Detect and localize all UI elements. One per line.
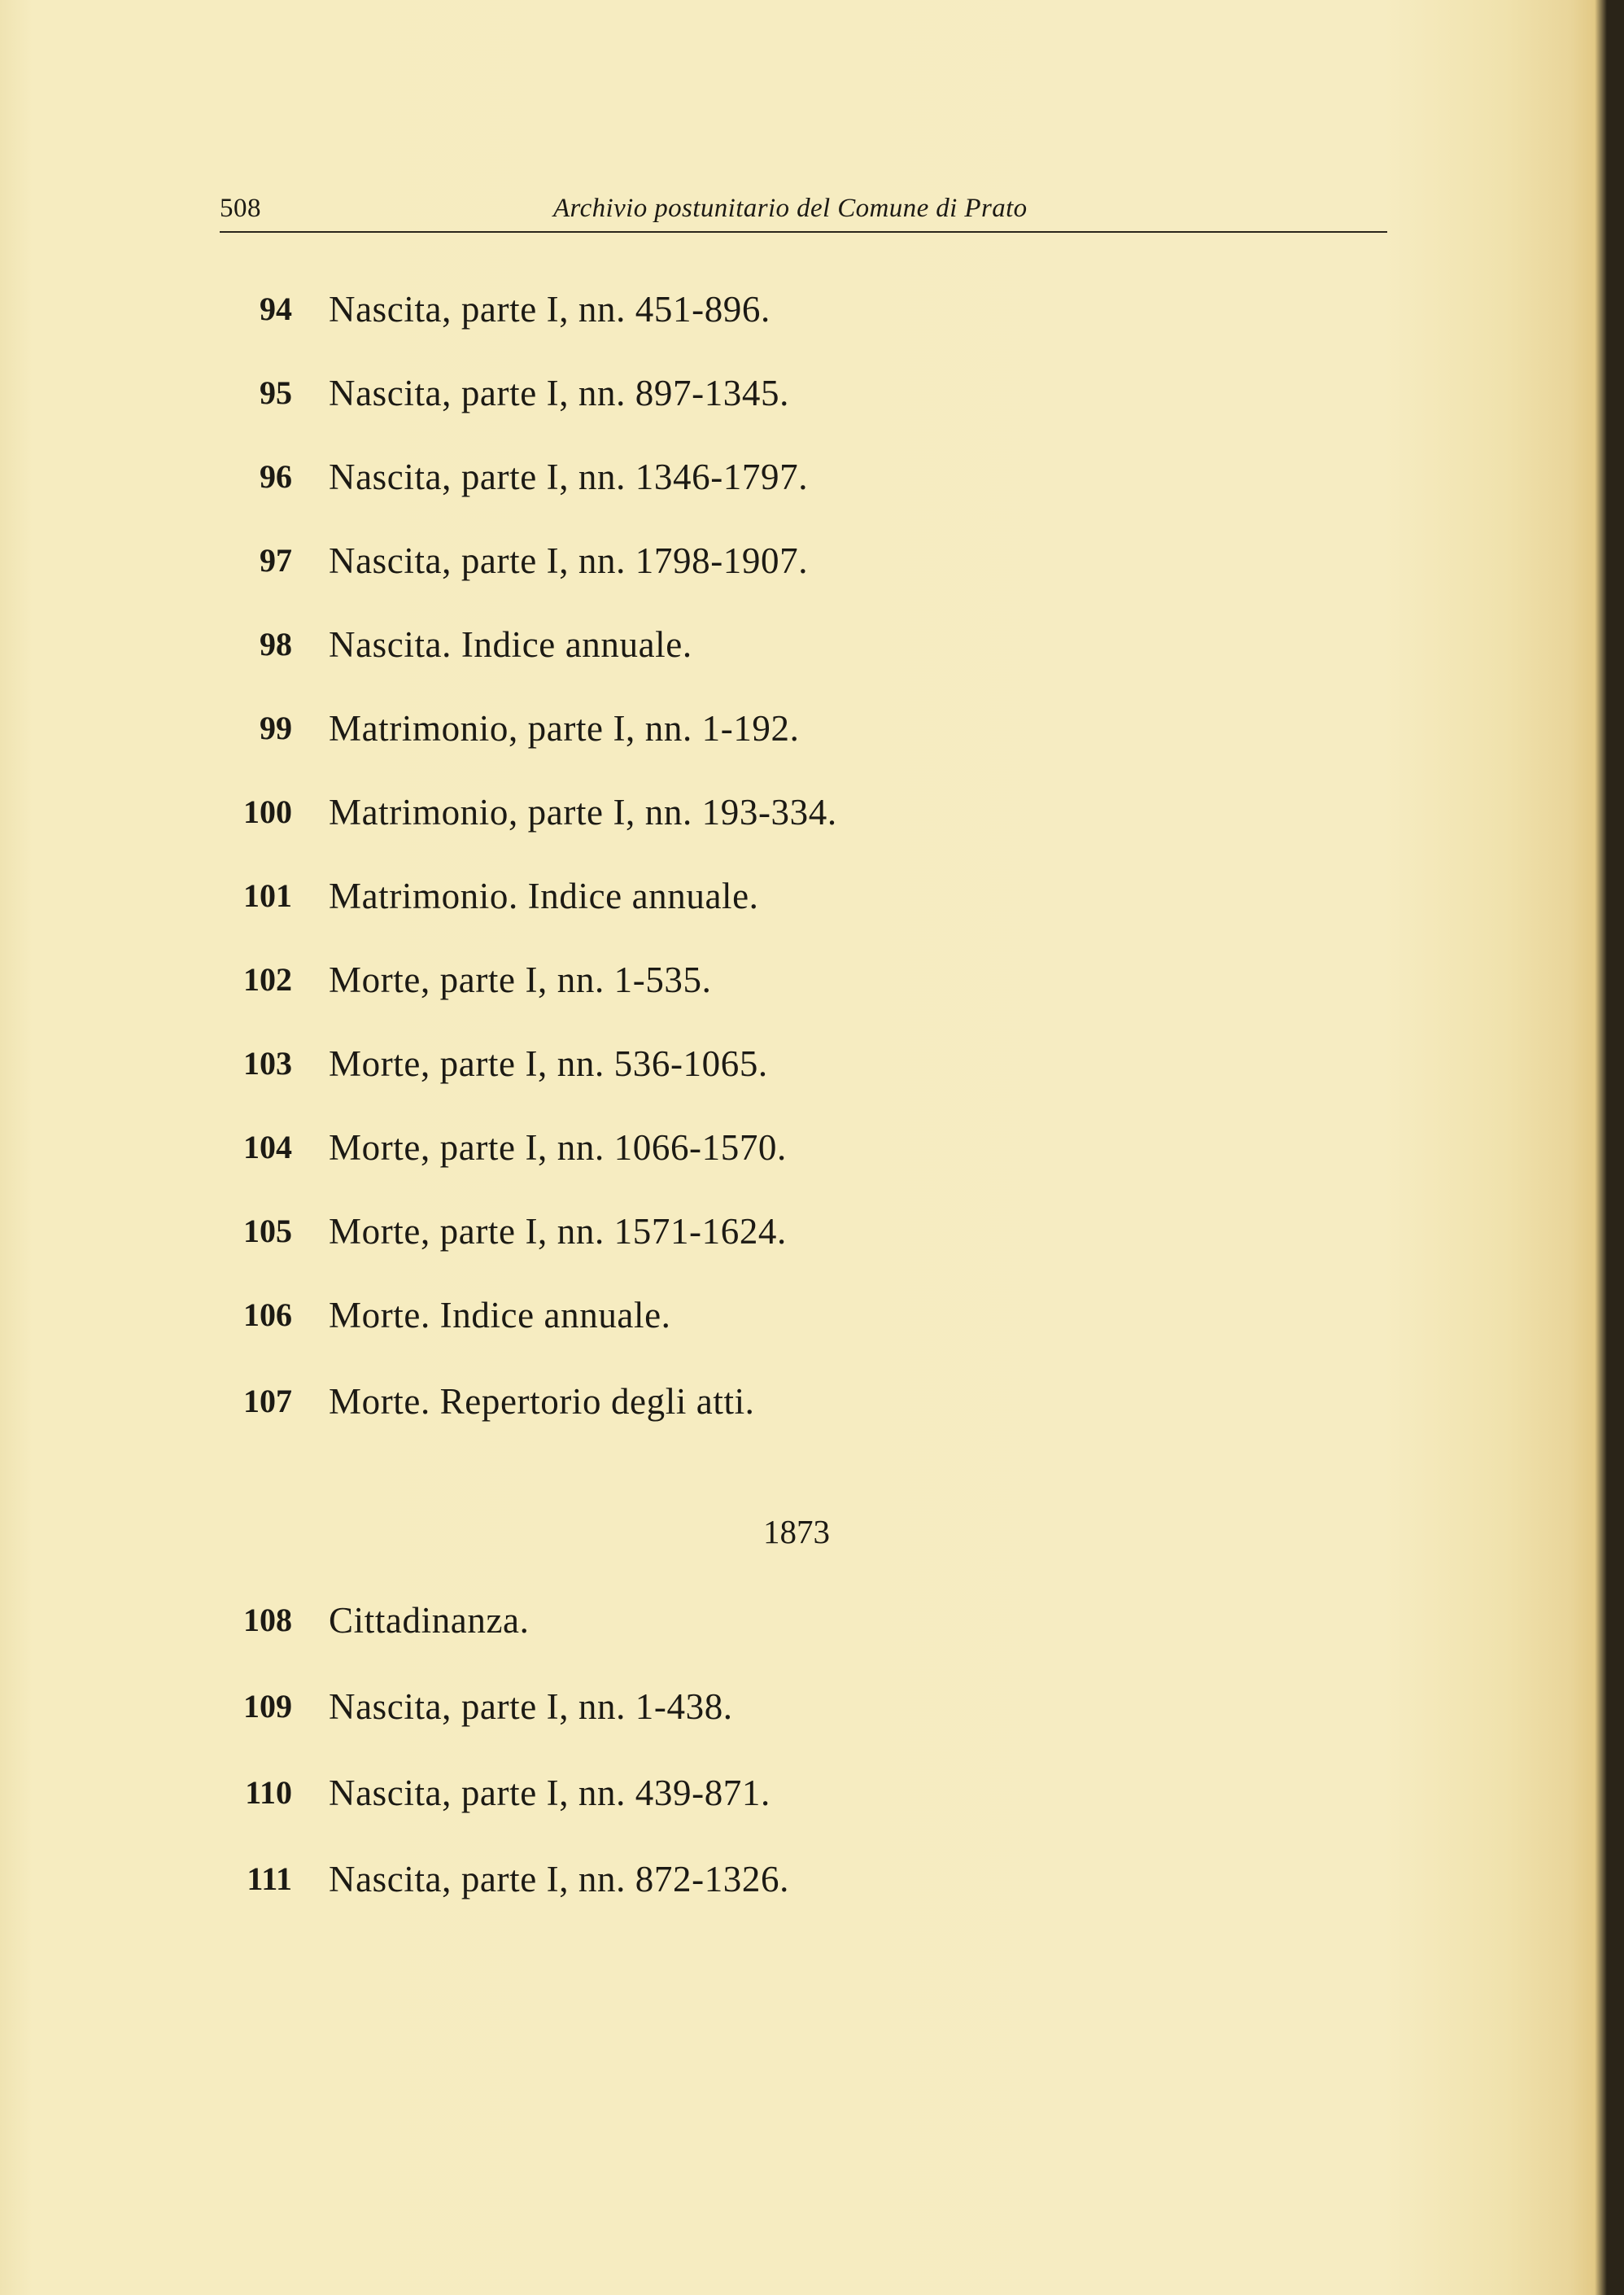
- entry-95: [0, 369, 1624, 417]
- entry-number: 94: [260, 291, 292, 327]
- entry-title: Nascita, parte I, nn. 1798-1907.: [329, 540, 809, 581]
- entry-number: 95: [260, 374, 292, 411]
- entry-number: 107: [243, 1383, 292, 1419]
- entry-98: [0, 620, 1624, 669]
- entry-104: [0, 1123, 1624, 1172]
- entry-title: Morte, parte I, nn. 536-1065.: [329, 1043, 768, 1084]
- entry-102: [0, 955, 1624, 1004]
- entry-number: 111: [247, 1860, 292, 1897]
- entry-number: 109: [243, 1688, 292, 1725]
- entry-title: Nascita, parte I, nn. 1-438.: [329, 1686, 733, 1727]
- entry-110: [0, 1768, 1624, 1817]
- entry-100: [0, 788, 1624, 837]
- entry-105: [0, 1207, 1624, 1256]
- entry-108: [0, 1596, 1624, 1645]
- entry-number: 105: [243, 1213, 292, 1249]
- entry-title: Cittadinanza.: [329, 1600, 530, 1641]
- entry-number: 96: [260, 458, 292, 495]
- entry-title: Matrimonio, parte I, nn. 193-334.: [329, 792, 837, 833]
- entry-number: 97: [260, 542, 292, 579]
- entry-title: Matrimonio, parte I, nn. 1-192.: [329, 708, 800, 749]
- entry-title: Morte, parte I, nn. 1066-1570.: [329, 1127, 787, 1168]
- year-heading: 1873: [763, 1513, 830, 1550]
- entry-number: 100: [243, 793, 292, 830]
- entry-number: 110: [245, 1774, 292, 1811]
- entry-title: Morte. Repertorio degli atti.: [329, 1381, 755, 1422]
- entry-title: Morte. Indice annuale.: [329, 1295, 671, 1335]
- entry-title: Nascita, parte I, nn. 451-896.: [329, 289, 771, 330]
- entry-title: Nascita, parte I, nn. 439-871.: [329, 1773, 771, 1813]
- entry-number: 106: [243, 1296, 292, 1333]
- entry-number: 102: [243, 961, 292, 998]
- entry-103: [0, 1039, 1624, 1088]
- entry-96: [0, 452, 1624, 501]
- entry-number: 104: [243, 1129, 292, 1165]
- entry-number: 101: [243, 877, 292, 914]
- entry-title: Matrimonio. Indice annuale.: [329, 876, 759, 916]
- entry-99: [0, 704, 1624, 753]
- entry-number: 108: [243, 1602, 292, 1638]
- entry-97: [0, 536, 1624, 585]
- entry-94: [0, 285, 1624, 334]
- entry-number: 103: [243, 1045, 292, 1082]
- entry-title: Nascita, parte I, nn. 872-1326.: [329, 1859, 789, 1899]
- entry-107: [0, 1377, 1624, 1426]
- entry-title: Morte, parte I, nn. 1571-1624.: [329, 1211, 787, 1252]
- entry-number: 99: [260, 710, 292, 746]
- entry-title: Morte, parte I, nn. 1-535.: [329, 960, 712, 1000]
- entry-101: [0, 872, 1624, 920]
- entry-109: [0, 1682, 1624, 1731]
- header-rule: [220, 231, 1387, 233]
- page-number: 508: [220, 194, 261, 223]
- entry-111: [0, 1855, 1624, 1904]
- entry-number: 98: [260, 626, 292, 662]
- entry-106: [0, 1291, 1624, 1340]
- entry-title: Nascita. Indice annuale.: [329, 624, 692, 665]
- entry-title: Nascita, parte I, nn. 1346-1797.: [329, 457, 809, 497]
- running-title: Archivio postunitario del Comune di Prato: [553, 194, 1028, 223]
- entry-title: Nascita, parte I, nn. 897-1345.: [329, 373, 789, 413]
